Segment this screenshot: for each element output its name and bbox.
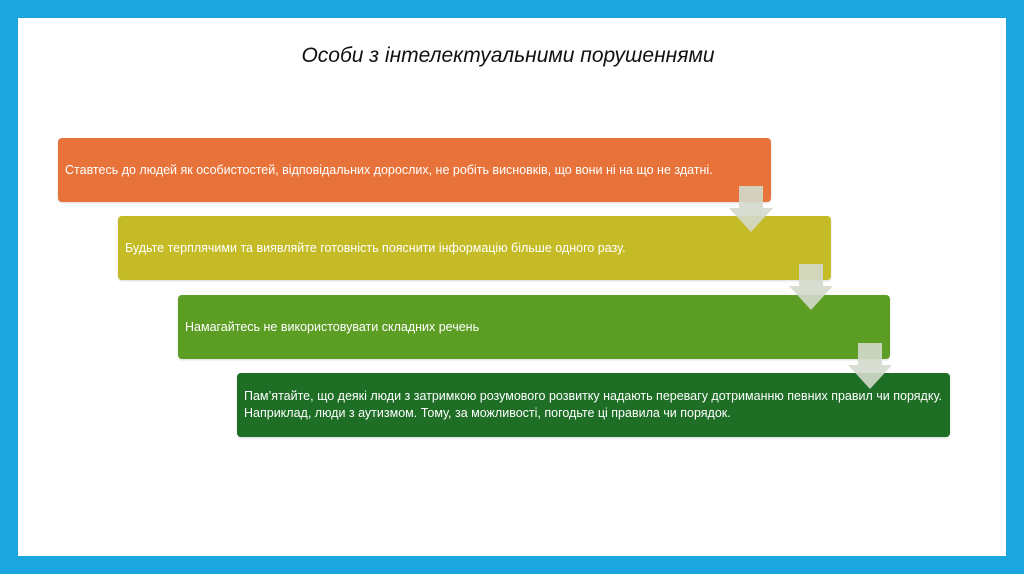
process-step-2-text: Будьте терплячими та виявляйте готовність пояснити інформацію більше одного разу. bbox=[125, 240, 626, 255]
process-step-2 bbox=[118, 216, 831, 280]
down-arrow-icon bbox=[789, 264, 833, 310]
slide-canvas bbox=[18, 18, 1006, 556]
process-step-1 bbox=[58, 138, 771, 202]
slide-title: Особи з інтелектуальними порушеннями bbox=[301, 44, 715, 67]
down-arrow-icon bbox=[729, 186, 773, 232]
process-step-4-text: Пам’ятайте, що деякі люди з затримкою розумового розвитку надають перевагу дотриманню певних правил чи порядку. Наприклад, люди з аутизмом. Тому, за можливості, погодьте ці правила чи порядок. bbox=[244, 389, 942, 420]
process-step-3-text: Намагайтесь не використовувати складних речень bbox=[185, 319, 480, 334]
process-step-1-text: Ставтесь до людей як особистостей, відповідальних дорослих, не робіть висновків, що вони ні на що не здатні. bbox=[65, 162, 713, 177]
process-step-4 bbox=[237, 373, 950, 437]
down-arrow-icon bbox=[848, 343, 892, 389]
process-step-3 bbox=[178, 295, 890, 359]
